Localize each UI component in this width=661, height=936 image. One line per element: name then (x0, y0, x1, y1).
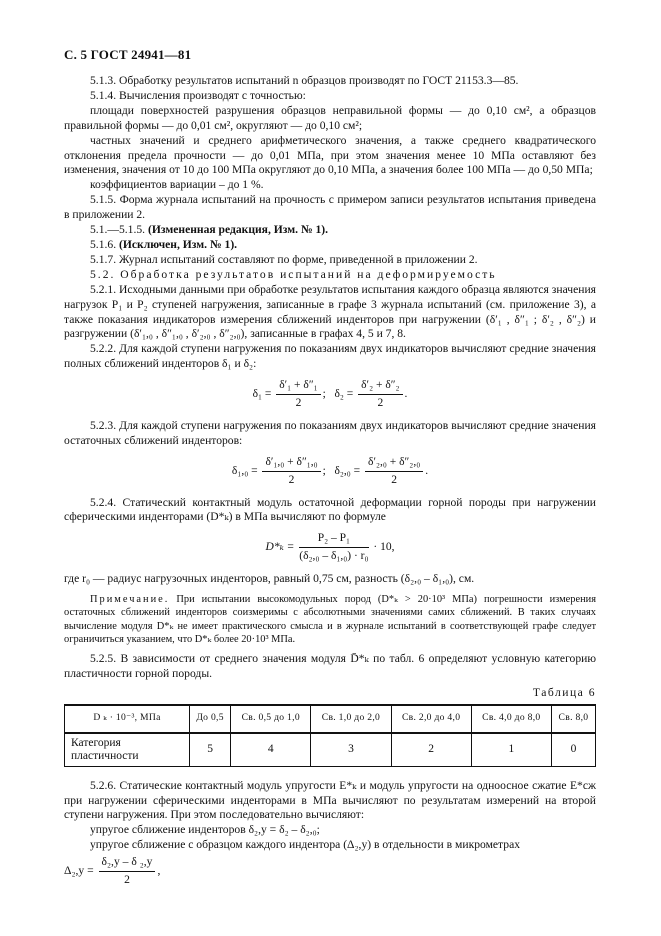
table-header-cell: До 0,5 (190, 705, 231, 733)
para-5-1-4-coef: коэффициентов вариации – до 1 %. (90, 178, 264, 192)
para-5-2-4: 5.2.4. Статический контактный модуль остаточной деформации горной породы при нагружении сферическими инденторами (D*ₖ) в МПа вычисляют по формуле (64, 495, 596, 524)
formula-fraction (276, 378, 320, 411)
para-5-1-6 (64, 238, 596, 253)
table-cell: 1 (471, 733, 551, 767)
formula-indentor-approach (64, 855, 596, 888)
para-5-1-6-text: (Исключен, Изм. № 1). (118, 237, 238, 251)
para-5-1-4: 5.1.4. Вычисления производят с точностью: (90, 88, 306, 102)
para-5-1-3: 5.1.3. Обработку результатов испытаний n образцов производят по ГОСТ 21153.3—85. (90, 74, 519, 87)
document-body (64, 74, 596, 888)
formula-fraction (365, 455, 423, 488)
formula-modulus (64, 531, 596, 564)
table-6 (64, 704, 596, 767)
table-cell: 0 (551, 733, 595, 767)
para-5-2-3: 5.2.3. Для каждой ступени нагружения по показаниям двух индикаторов вычисляют средние значения остаточных сближений инденторов: (64, 418, 596, 447)
formula-lhs: δ₂,₀ = (334, 464, 361, 477)
para-5-2-6: 5.2.6. Статические контактный модуль упругости E*ₖ и модуль упругости на одноосное сжатие E*сж при нагружении сферическими инденторами в МПа вычисляют по результатам измерений на второй ступени нагружения. При этом последовательно вычисляют: (64, 778, 596, 822)
formula-lhs: δ₂ = (334, 388, 354, 401)
formula-lhs: δ₁,₀ = (231, 464, 258, 477)
note-text: При испытании высокомодульных пород (D*ₖ > 20·10³ МПа) погрешности измерения остаточных сближений инденторов соизмеримы с абсолютными значениями самих сближений. В таких случаях вычисление модуля D*ₖ не имеет практического смысла и в журнале испытаний в соответствующей графе следует ограничиться указанием, что D*ₖ более 20·10³ МПа. (64, 594, 596, 645)
formula-end: . (425, 464, 429, 477)
fraction-numerator: δ′₂,₀ + δ″₂,₀ (365, 455, 423, 472)
fraction-denominator: 2 (124, 873, 130, 887)
formula-residual-approach (64, 455, 596, 488)
para-5-2-6-elastic: упругое сближение инденторов δ₂,у = δ₂ – δ₂,₀; (90, 823, 320, 837)
para-5-2-1: 5.2.1. Исходными данными при обработке результатов испытания каждого образца являются значения нагрузок P₁ и P₂ ступеней нагружения, записанные в графе 3 журнала испытаний (см. приложение 3), а также показания индикаторов измерения сближений инденторов при нагружении (δ′₁ , δ″₁ ; δ′₂ , δ″₂) и разгружении (δ′₁,₀ , δ″₁,₀ , δ′₂,₀ , δ″₂,₀), записанные в графах 4, 5 и 7, 8. (64, 282, 596, 341)
formula-fraction (99, 855, 156, 888)
table-header-cell: Св. 1,0 до 2,0 (311, 705, 391, 733)
formula-full-approach (64, 378, 596, 411)
fraction-denominator: 2 (295, 397, 302, 410)
table-row-label: Категория пластичности (65, 733, 190, 767)
formula-end: . (404, 388, 408, 401)
fraction-numerator: δ′₁,₀ + δ″₁,₀ (262, 455, 320, 472)
formula-fraction (299, 531, 368, 564)
formula-separator: ; (322, 464, 326, 477)
formula-fraction (262, 455, 320, 488)
fraction-numerator: δ′₂ + δ″₂ (358, 378, 402, 395)
fraction-denominator: 2 (391, 473, 397, 486)
table-cell: 3 (311, 733, 391, 767)
table-row (65, 733, 596, 767)
table-header-cell: Св. 2,0 до 4,0 (391, 705, 471, 733)
formula-separator: ; (322, 388, 326, 401)
table-header-cell: Св. 0,5 до 1,0 (231, 705, 311, 733)
fraction-denominator: 2 (288, 473, 295, 486)
formula-lhs: Δ₂,у = (64, 864, 94, 878)
table-header-cell: D ₖ · 10⁻³, МПа (65, 705, 190, 733)
fraction-denominator: 2 (377, 397, 384, 410)
formula-tail: · 10, (373, 541, 395, 554)
page-header: С. 5 ГОСТ 24941—81 (64, 47, 192, 62)
edition-note-prefix: 5.1.—5.1.5. (90, 223, 148, 237)
para-5-2-2: 5.2.2. Для каждой ступени нагружения по показаниям двух индикаторов вычисляют средние значения полных сближений инденторов δ₁ и δ₂: (64, 342, 596, 371)
formula-fraction (358, 378, 402, 411)
para-where: где r₀ — радиус нагрузочных инденторов, равный 0,75 см, разность (δ₂,₀ – δ₁,₀), см. (64, 572, 475, 586)
table-cell: 5 (190, 733, 231, 767)
table-caption: Таблица 6 (532, 685, 596, 699)
note (64, 593, 596, 646)
table-cell: 4 (231, 733, 311, 767)
para-5-1-4-area: площади поверхностей разрушения образцов неправильной формы — до 0,10 см², а образцов правильной формы — до 0,01 см², округляют — до 0,10 см²; (64, 103, 596, 132)
para-5-1-6-prefix: 5.1.6. (90, 237, 119, 251)
edition-note-text: (Измененная редакция, Изм. № 1). (147, 223, 329, 237)
formula-lhs: D*ₖ = (265, 541, 295, 554)
table-cell: 2 (391, 733, 471, 767)
table-header-cell: Св. 8,0 (551, 705, 595, 733)
fraction-numerator: P₂ – P₁ (299, 531, 368, 548)
table-header-row (65, 705, 596, 733)
fraction-numerator: δ₂,у – δ ₂,у (99, 855, 156, 872)
fraction-numerator: δ′₁ + δ″₁ (276, 378, 320, 395)
para-5-2-6-indentor: упругое сближение с образцом каждого индентора (Δ₂,у) в отдельности в микрометрах (90, 838, 521, 852)
formula-end: , (157, 864, 161, 878)
table-header-cell: Св. 4,0 до 8,0 (471, 705, 551, 733)
para-5-1-5: 5.1.5. Форма журнала испытаний на прочность с примером записи результатов испытания приведена в приложении 2. (64, 193, 596, 222)
formula-lhs: δ₁ = (252, 388, 272, 401)
para-edition-note (64, 223, 596, 238)
para-5-1-4-values: частных значений и среднего арифметического значения, а также среднего квадратического отклонения предела прочности — до 0,01 МПа, при этом значения менее 10 МПа оставляют без изменения, значения от 10 до 100 МПа округляют до 0,10 МПа, а значения более 100 МПа — до 0,50 МПа; (64, 133, 596, 177)
note-label: Примечание. (90, 594, 170, 606)
fraction-denominator: (δ₂,₀ – δ₁,₀) · r₀ (299, 550, 369, 563)
para-5-2-5: 5.2.5. В зависимости от среднего значения модуля D̄*ₖ по табл. 6 определяют условную категорию пластичности горной породы. (64, 651, 596, 680)
section-5-2-heading: 5.2. Обработка результатов испытаний на деформируемость (90, 267, 497, 281)
para-5-1-7: 5.1.7. Журнал испытаний составляют по форме, приведенной в приложении 2. (90, 252, 478, 266)
